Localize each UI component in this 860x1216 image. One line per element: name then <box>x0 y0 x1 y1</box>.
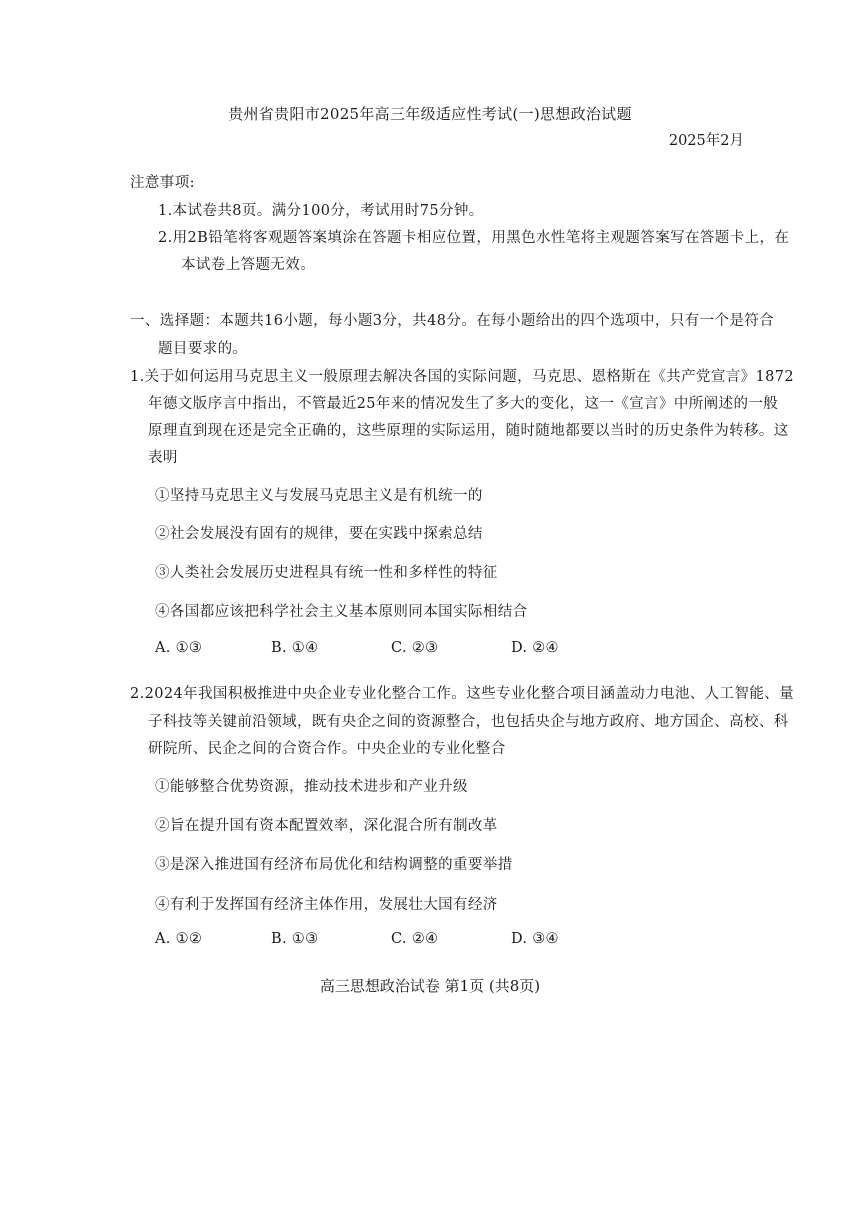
question-1-stem-line-4: 表明 <box>148 450 178 466</box>
question-2-stem-line-2: 子科技等关键前沿领域，既有央企之间的资源整合，也包括央企与地方政府、地方国企、高校、科 <box>148 714 789 730</box>
question-1-choice-c: C. ②③ <box>391 640 439 656</box>
question-1-choice-b: B. ①④ <box>271 640 319 656</box>
question-1-statement-2: ②社会发展没有固有的规律，要在实践中探索总结 <box>155 526 483 542</box>
question-1-statement-3: ③人类社会发展历史进程具有统一性和多样性的特征 <box>155 565 498 581</box>
question-1-stem-line-1: 1.关于如何运用马克思主义一般原理去解决各国的实际问题，马克思、恩格斯在《共产党宣言》1872 <box>130 369 795 385</box>
question-1-stem-line-3: 原理直到现在还是完全正确的，这些原理的实际运用，随时随地都要以当时的历史条件为转移。这 <box>148 423 789 439</box>
question-1-statement-1: ①坚持马克思主义与发展马克思主义是有机统一的 <box>155 488 483 504</box>
question-1-statement-4: ④各国都应该把科学社会主义基本原则同本国实际相结合 <box>155 604 528 620</box>
notice-item-2-line-1: 2.用2B铅笔将客观题答案填涂在答题卡相应位置，用黑色水性笔将主观题答案写在答题卡上，在 <box>158 230 790 246</box>
notice-item-2-line-2: 本试卷上答题无效。 <box>181 257 316 273</box>
question-2-choice-c: C. ②④ <box>391 931 439 947</box>
question-2-statement-1: ①能够整合优势资源，推动技术进步和产业升级 <box>155 779 468 795</box>
notice-item-1: 1.本试卷共8页。满分100分，考试用时75分钟。 <box>158 203 484 219</box>
question-2-stem-line-3: 研院所、民企之间的合资合作。中央企业的专业化整合 <box>148 741 506 757</box>
question-2-statement-2: ②旨在提升国有资本配置效率，深化混合所有制改革 <box>155 818 498 834</box>
question-2-statement-4: ④有利于发挥国有经济主体作用，发展壮大国有经济 <box>155 897 498 913</box>
question-2-choice-d: D. ③④ <box>511 931 559 947</box>
page-footer: 高三思想政治试卷 第1页 (共8页) <box>319 977 541 995</box>
question-1-choice-a: A. ①③ <box>155 640 203 656</box>
exam-date: 2025年2月 <box>668 133 744 149</box>
question-2-stem-line-1: 2.2024年我国积极推进中央企业专业化整合工作。这些专业化整合项目涵盖动力电池、人工智能、量 <box>130 686 795 702</box>
question-1-stem-line-2: 年德文版序言中指出，不管最近25年来的情况发生了多大的变化，这一《宣言》中所阐述的一般 <box>148 396 779 412</box>
notice-heading: 注意事项: <box>130 175 195 191</box>
question-2-statement-3: ③是深入推进国有经济布局优化和结构调整的重要举措 <box>155 857 513 873</box>
question-2-choice-a: A. ①② <box>155 931 203 947</box>
section-1-heading-line-2: 题目要求的。 <box>158 341 248 357</box>
question-1-choice-d: D. ②④ <box>511 640 559 656</box>
question-2-choice-b: B. ①③ <box>271 931 319 947</box>
section-1-heading-line-1: 一、选择题：本题共16小题，每小题3分，共48分。在每小题给出的四个选项中，只有一个是符合 <box>130 313 775 329</box>
exam-title: 贵州省贵阳市2025年高三年级适应性考试(一)思想政治试题 <box>228 105 632 123</box>
